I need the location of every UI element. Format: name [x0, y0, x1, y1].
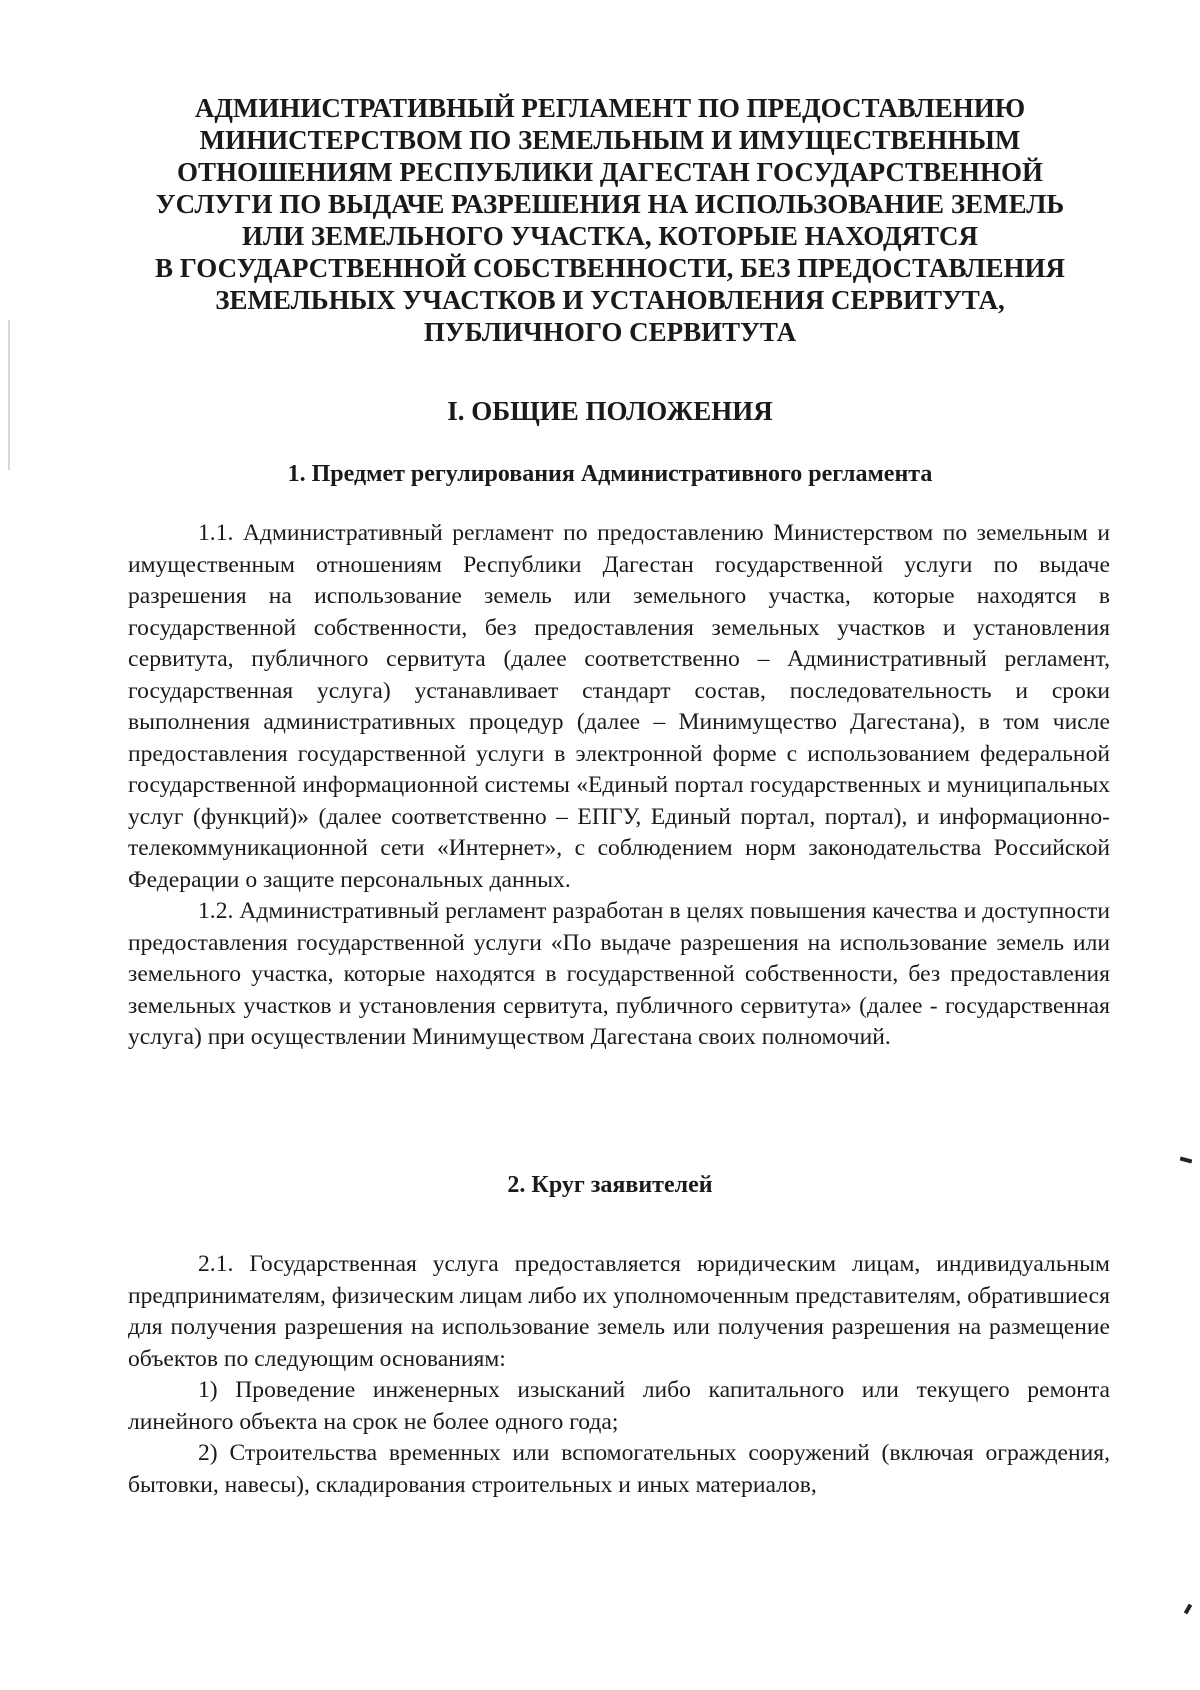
- title-line: ИЛИ ЗЕМЕЛЬНОГО УЧАСТКА, КОТОРЫЕ НАХОДЯТСЯ: [241, 221, 979, 251]
- section-heading-general: I. ОБЩИЕ ПОЛОЖЕНИЯ: [447, 396, 773, 426]
- title-line: АДМИНИСТРАТИВНЫЙ РЕГЛАМЕНТ ПО ПРЕДОСТАВЛЕНИЮ: [194, 93, 1026, 123]
- title-line: ЗЕМЕЛЬНЫХ УЧАСТКОВ И УСТАНОВЛЕНИЯ СЕРВИТУТА,: [215, 285, 1005, 315]
- paragraph-1-1: 1.1. Административный регламент по предоставлению Министерством по земельным и имущественным отношениям Республики Дагестан государственной услуги по выдаче разрешения на использование земель или земельного участка, которые находятся в государственной собственности, без предоставления земельных участков и установления сервитута, публичного сервитута (далее соответственно – Административный регламент, государственная услуга) устанавливает стандарт состав, последовательность и сроки выполнения административных процедур (далее – Минимущество Дагестана), в том числе предоставления государственной услуги в электронной форме с использованием федеральной государственной информационной системы «Единый портал государственных и муниципальных услуг (функций)» (далее соответственно – ЕПГУ, Единый портал, портал), и информационно-телекоммуникационной сети «Интернет», с соблюдением норм законодательства Российской Федерации о защите персональных данных.: [128, 520, 1110, 893]
- document-title: [140, 92, 1080, 348]
- scan-mark: [1180, 1157, 1193, 1164]
- title-line: В ГОСУДАРСТВЕННОЙ СОБСТВЕННОСТИ, БЕЗ ПРЕДОСТАВЛЕНИЯ: [155, 253, 1065, 283]
- scan-edge-line: [8, 320, 10, 470]
- title-line: МИНИСТЕРСТВОМ ПО ЗЕМЕЛЬНЫМ И ИМУЩЕСТВЕННЫМ: [199, 125, 1021, 155]
- title-line: ПУБЛИЧНОГО СЕРВИТУТА: [423, 317, 797, 347]
- list-item-1: 1) Проведение инженерных изысканий либо капитального или текущего ремонта линейного объекта на срок не более одного года;: [128, 1377, 1110, 1435]
- scan-mark: [1184, 1604, 1192, 1615]
- title-line: ОТНОШЕНИЯМ РЕСПУБЛИКИ ДАГЕСТАН ГОСУДАРСТВЕННОЙ: [176, 157, 1044, 187]
- list-item-2: 2) Строительства временных или вспомогательных сооружений (включая ограждения, бытовки, навесы), складирования строительных и иных материалов,: [128, 1440, 1110, 1498]
- section-1-body: [128, 518, 1110, 1054]
- subsection-heading-applicants: 2. Круг заявителей: [507, 1172, 713, 1198]
- section-2-body: [128, 1249, 1110, 1501]
- paragraph-1-2: 1.2. Административный регламент разработан в целях повышения качества и доступности предоставления государственной услуги «По выдаче разрешения на использование земель или земельного участка, которые находятся в государственной собственности, без предоставления земельных участков и установления сервитута, публичного сервитута» (далее - государственная услуга) при осуществлении Минимуществом Дагестана своих полномочий.: [128, 898, 1110, 1050]
- paragraph-2-1: 2.1. Государственная услуга предоставляется юридическим лицам, индивидуальным предпринимателям, физическим лицам либо их уполномоченным представителям, обратившиеся для получения разрешения на использование земель или получения разрешения на размещение объектов по следующим основаниям:: [128, 1251, 1110, 1372]
- title-line: УСЛУГИ ПО ВЫДАЧЕ РАЗРЕШЕНИЯ НА ИСПОЛЬЗОВАНИЕ ЗЕМЕЛЬ: [155, 189, 1065, 219]
- subsection-heading-subject: 1. Предмет регулирования Административного регламента: [287, 461, 933, 487]
